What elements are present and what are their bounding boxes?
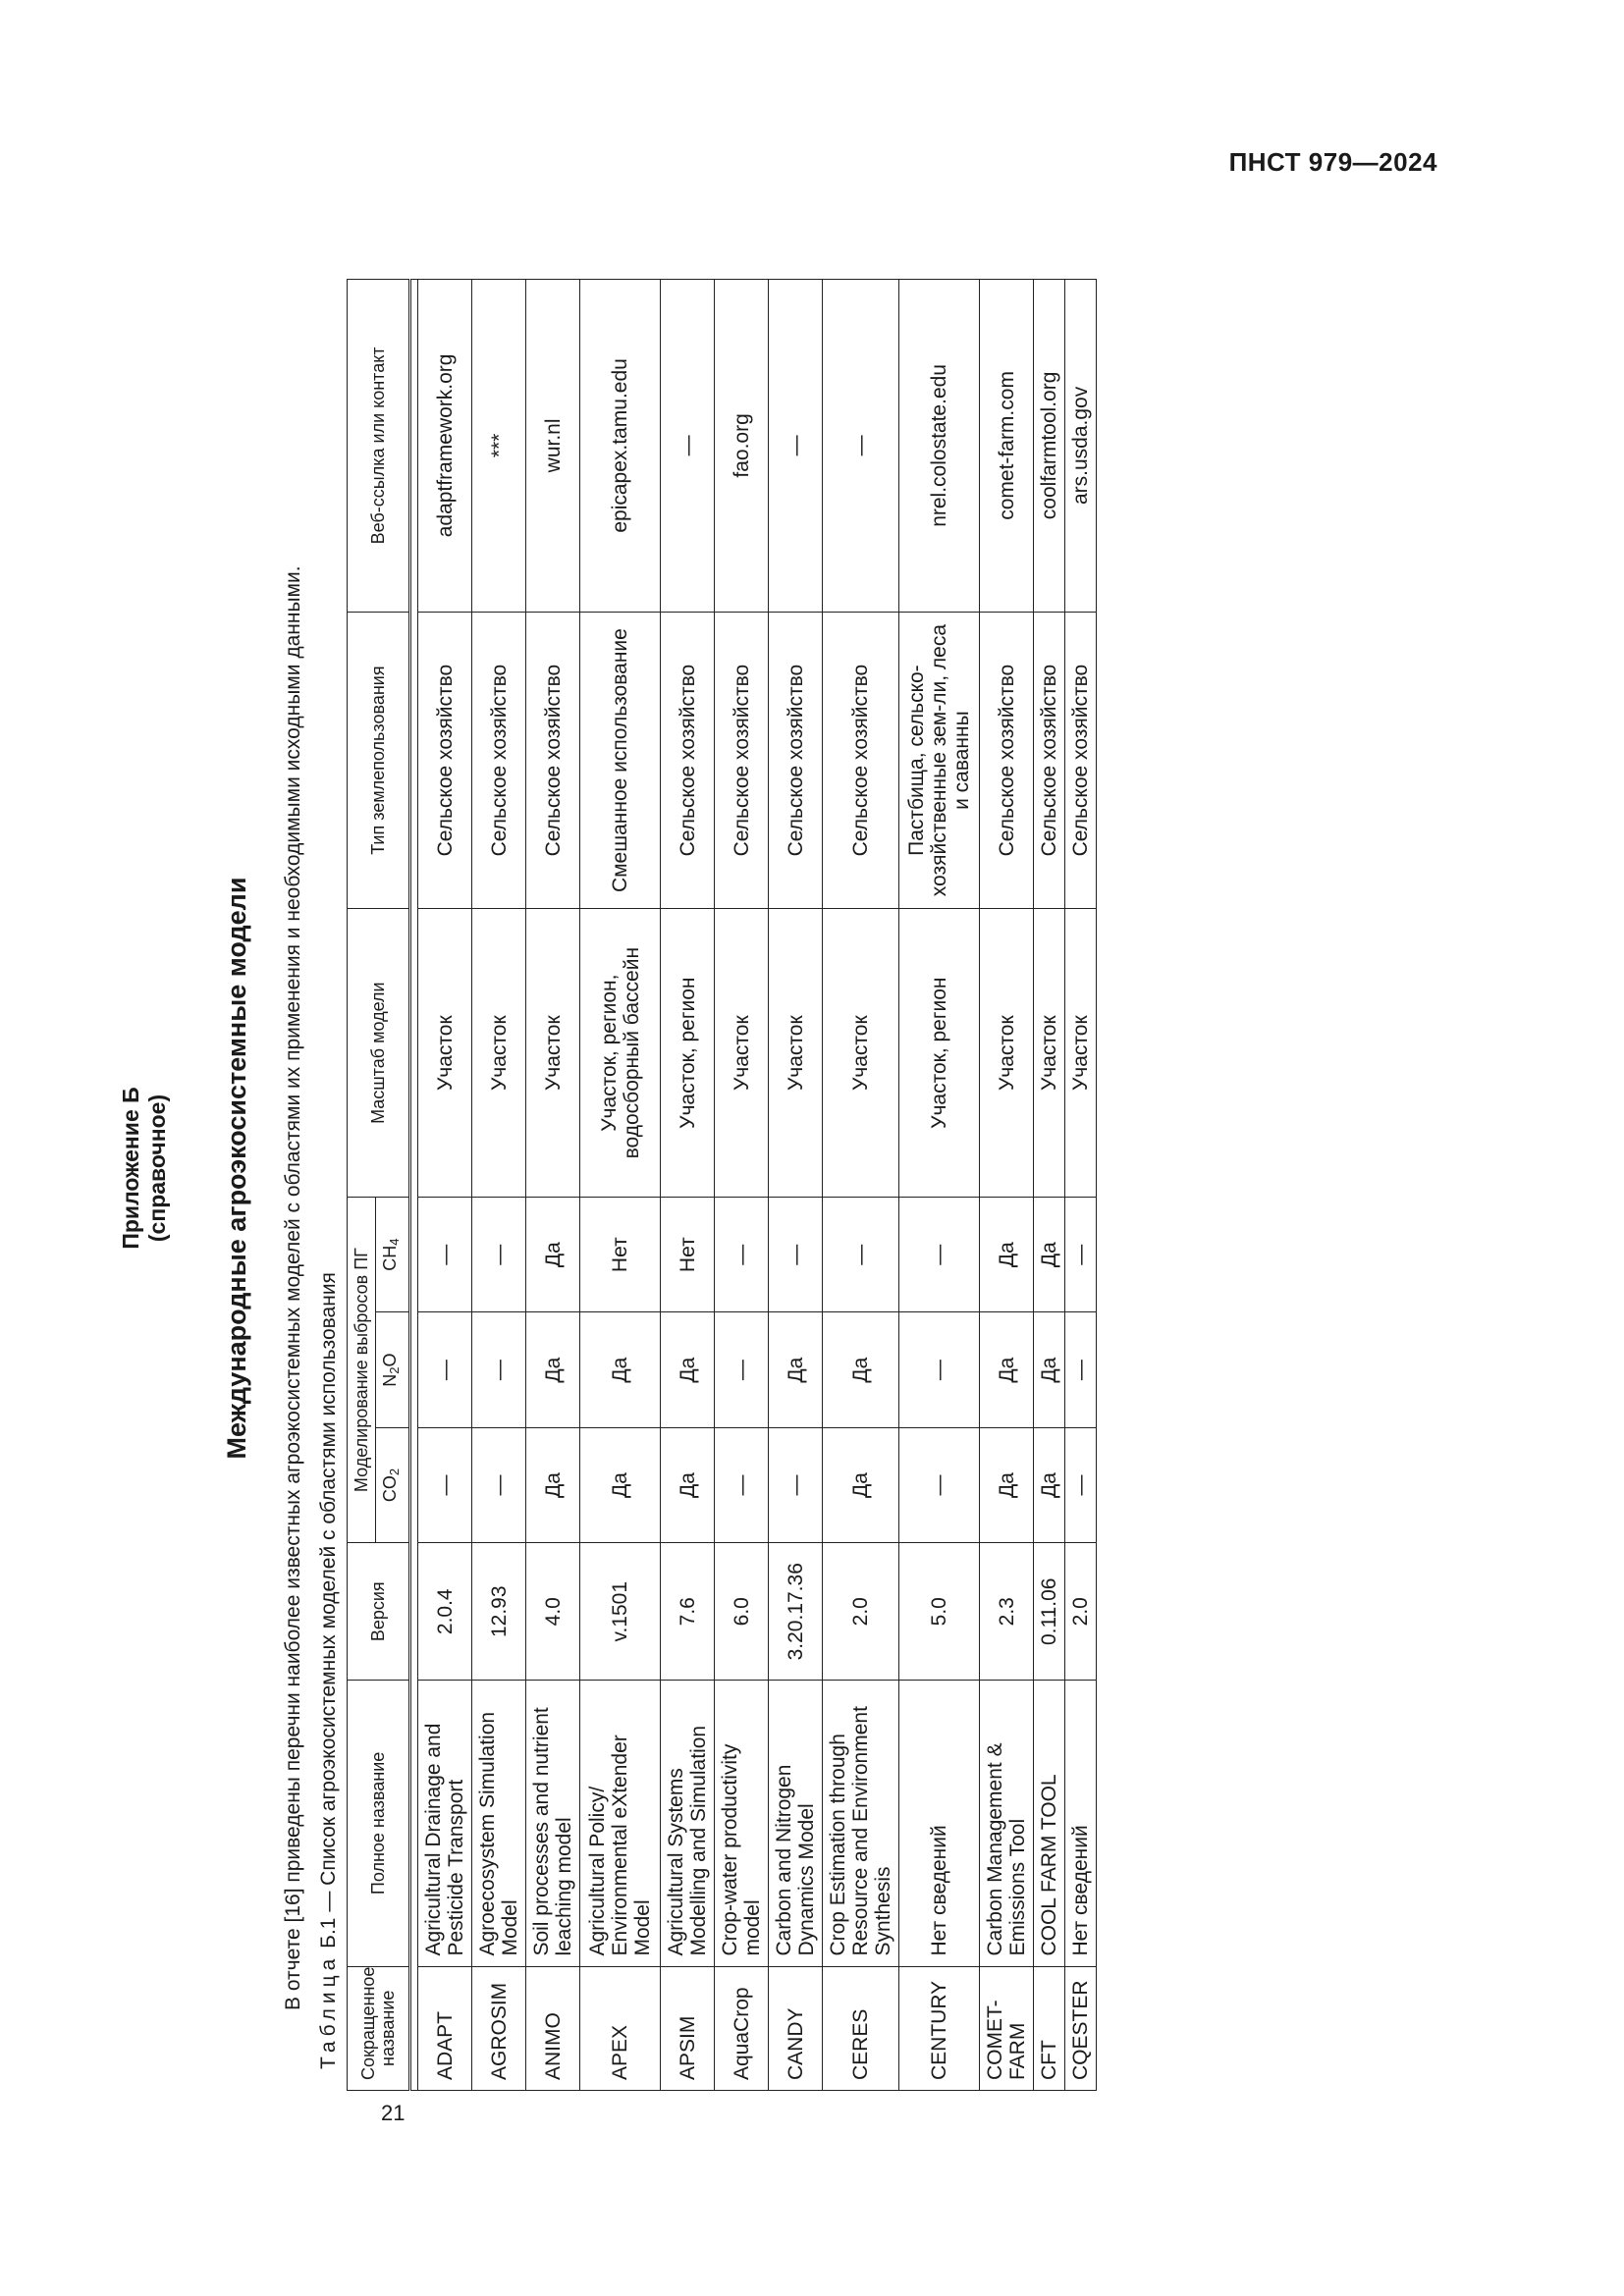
cell-full-name: Crop Estimation through Resource and Environment Synthesis xyxy=(823,1681,899,1966)
table-row xyxy=(661,280,715,2091)
cell-n2o: Да xyxy=(769,1312,823,1427)
annex-heading xyxy=(118,236,171,2101)
cell-scale: Участок xyxy=(715,909,769,1198)
cell-web: — xyxy=(769,280,823,613)
cell-scale: Участок, регион xyxy=(661,909,715,1198)
cell-full-name: COOL FARM TOOL xyxy=(1034,1681,1065,1966)
cell-scale: Участок xyxy=(526,909,580,1198)
cell-co2: — xyxy=(769,1427,823,1542)
cell-short-name: ANIMO xyxy=(526,1966,580,2090)
table-row xyxy=(769,280,823,2091)
cell-co2: Да xyxy=(526,1427,580,1542)
cell-ch4: — xyxy=(715,1197,769,1311)
header-co2: $CO_2$ xyxy=(376,1427,410,1542)
cell-short-name: AquaCrop xyxy=(715,1966,769,2090)
table-row xyxy=(526,280,580,2091)
table-row xyxy=(1065,280,1097,2091)
cell-version: 2.0 xyxy=(1065,1543,1097,1681)
cell-land-use: Сельское хозяйство xyxy=(715,612,769,909)
cell-version: 7.6 xyxy=(661,1543,715,1681)
page-number: 21 xyxy=(381,2101,406,2125)
cell-scale: Участок xyxy=(1034,909,1065,1198)
cell-short-name: APSIM xyxy=(661,1966,715,2090)
cell-full-name: Soil processes and nutrient leaching model xyxy=(526,1681,580,1966)
cell-ch4: Нет xyxy=(580,1197,661,1311)
cell-web: coolfarmtool.org xyxy=(1034,280,1065,613)
cell-version: 2.3 xyxy=(980,1543,1034,1681)
cell-co2: Да xyxy=(580,1427,661,1542)
cell-version: v.1501 xyxy=(580,1543,661,1681)
cell-ch4: — xyxy=(823,1197,899,1311)
cell-scale: Участок, регион xyxy=(899,909,980,1198)
cell-co2: Да xyxy=(823,1427,899,1542)
cell-web: comet-farm.com xyxy=(980,280,1034,613)
cell-web: — xyxy=(823,280,899,613)
cell-version: 3.20.17.36 xyxy=(769,1543,823,1681)
cell-land-use: Сельское хозяйство xyxy=(418,612,472,909)
cell-land-use: Смешанное использование xyxy=(580,612,661,909)
header-version: Версия xyxy=(348,1543,410,1681)
cell-n2o: Да xyxy=(823,1312,899,1427)
cell-full-name: Carbon Management & Emissions Tool xyxy=(980,1681,1034,1966)
cell-scale: Участок xyxy=(769,909,823,1198)
cell-co2: Да xyxy=(980,1427,1034,1542)
cell-n2o: — xyxy=(472,1312,526,1427)
cell-land-use: Сельское хозяйство xyxy=(1065,612,1097,909)
cell-web: nrel.colostate.edu xyxy=(899,280,980,613)
cell-n2o: Да xyxy=(980,1312,1034,1427)
cell-version: 0.11.06 xyxy=(1034,1543,1065,1681)
cell-ch4: — xyxy=(418,1197,472,1311)
section-title: Международные агроэкосистемные модели xyxy=(222,877,251,1460)
cell-web: *** xyxy=(472,280,526,613)
cell-web: fao.org xyxy=(715,280,769,613)
table-caption xyxy=(317,236,341,2101)
cell-n2o: Да xyxy=(1034,1312,1065,1427)
rotated-landscape-content xyxy=(118,236,1473,2101)
cell-land-use: Сельское хозяйство xyxy=(823,612,899,909)
cell-full-name: Crop-water productivity model xyxy=(715,1681,769,1966)
cell-full-name: Нет сведений xyxy=(899,1681,980,1966)
cell-scale: Участок xyxy=(823,909,899,1198)
header-ch4: $CH_4$ xyxy=(376,1197,410,1311)
cell-short-name: CQESTER xyxy=(1065,1966,1097,2090)
cell-n2o: — xyxy=(899,1312,980,1427)
header-land-use: Тип землепользования xyxy=(348,612,410,909)
cell-short-name: CERES xyxy=(823,1966,899,2090)
table-body xyxy=(410,280,1097,2091)
cell-scale: Участок xyxy=(1065,909,1097,1198)
table-row xyxy=(823,280,899,2091)
cell-short-name: CANDY xyxy=(769,1966,823,2090)
cell-version: 4.0 xyxy=(526,1543,580,1681)
header-ghg: Моделирование выбросов ПГ xyxy=(348,1197,376,1542)
header-web: Веб-ссылка или контакт xyxy=(348,280,410,613)
cell-scale: Участок xyxy=(418,909,472,1198)
cell-ch4: — xyxy=(1065,1197,1097,1311)
table-row xyxy=(580,280,661,2091)
cell-co2: — xyxy=(472,1427,526,1542)
table-row xyxy=(418,280,472,2091)
table-header-row xyxy=(348,280,376,2091)
cell-n2o: — xyxy=(1065,1312,1097,1427)
cell-land-use: Сельское хозяйство xyxy=(526,612,580,909)
cell-full-name: Agricultural Systems Modelling and Simulation xyxy=(661,1681,715,1966)
table-caption-text: Б.1 — Список агроэкосистемных моделей с областями использования xyxy=(317,1272,340,1949)
cell-co2: Да xyxy=(1034,1427,1065,1542)
cell-full-name: Agricultural Drainage and Pesticide Transport xyxy=(418,1681,472,1966)
cell-full-name: Нет сведений xyxy=(1065,1681,1097,1966)
cell-web: wur.nl xyxy=(526,280,580,613)
cell-short-name: APEX xyxy=(580,1966,661,2090)
cell-version: 2.0 xyxy=(823,1543,899,1681)
document-code: ПНСТ 979—2024 xyxy=(1228,147,1437,177)
cell-version: 5.0 xyxy=(899,1543,980,1681)
cell-n2o: — xyxy=(715,1312,769,1427)
cell-n2o: Да xyxy=(661,1312,715,1427)
cell-n2o: — xyxy=(418,1312,472,1427)
cell-ch4: — xyxy=(472,1197,526,1311)
cell-scale: Участок xyxy=(980,909,1034,1198)
cell-n2o: Да xyxy=(526,1312,580,1427)
cell-ch4: — xyxy=(769,1197,823,1311)
cell-co2: — xyxy=(715,1427,769,1542)
cell-version: 6.0 xyxy=(715,1543,769,1681)
cell-land-use: Сельское хозяйство xyxy=(661,612,715,909)
header-short-name: Сокращенное название xyxy=(348,1966,410,2090)
table-row xyxy=(899,280,980,2091)
cell-ch4: Да xyxy=(1034,1197,1065,1311)
table-row xyxy=(980,280,1034,2091)
cell-web: adaptframework.org xyxy=(418,280,472,613)
cell-ch4: — xyxy=(899,1197,980,1311)
annex-title: Приложение Б xyxy=(118,1087,143,1250)
cell-short-name: CENTURY xyxy=(899,1966,980,2090)
cell-scale: Участок xyxy=(472,909,526,1198)
cell-web: ars.usda.gov xyxy=(1065,280,1097,613)
cell-co2: — xyxy=(1065,1427,1097,1542)
cell-short-name: ADAPT xyxy=(418,1966,472,2090)
cell-ch4: Нет xyxy=(661,1197,715,1311)
cell-land-use: Сельское хозяйство xyxy=(769,612,823,909)
table-row xyxy=(472,280,526,2091)
cell-co2: — xyxy=(899,1427,980,1542)
cell-full-name: Agricultural Policy/ Environmental eXtender Model xyxy=(580,1681,661,1966)
cell-land-use: Сельское хозяйство xyxy=(472,612,526,909)
table-row xyxy=(1034,280,1065,2091)
cell-short-name: AGROSIM xyxy=(472,1966,526,2090)
cell-co2: Да xyxy=(661,1427,715,1542)
cell-land-use: Сельское хозяйство xyxy=(980,612,1034,909)
cell-full-name: Agroecosystem Simulation Model xyxy=(472,1681,526,1966)
table-row xyxy=(715,280,769,2091)
intro-paragraph: В отчете [16] приведены перечни наиболее известных агроэкосистемных моделей с областями их применения и необходимыми исходными данными. xyxy=(282,565,304,2010)
cell-ch4: Да xyxy=(980,1197,1034,1311)
cell-n2o: Да xyxy=(580,1312,661,1427)
cell-ch4: Да xyxy=(526,1197,580,1311)
cell-land-use: Пастбища, сельско-хозяйственные зем-ли, леса и саванны xyxy=(899,612,980,909)
annex-subtitle: (справочное) xyxy=(144,1094,170,1243)
table-caption-prefix: Таблица xyxy=(317,1953,340,2069)
cell-short-name: CFT xyxy=(1034,1966,1065,2090)
header-n2o: $N_2O$ xyxy=(376,1312,410,1427)
cell-co2: — xyxy=(418,1427,472,1542)
cell-version: 2.0.4 xyxy=(418,1543,472,1681)
header-scale: Масштаб модели xyxy=(348,909,410,1198)
cell-full-name: Carbon and Nitrogen Dynamics Model xyxy=(769,1681,823,1966)
cell-version: 12.93 xyxy=(472,1543,526,1681)
cell-web: — xyxy=(661,280,715,613)
cell-scale: Участок, регион, водосборный бассейн xyxy=(580,909,661,1198)
header-full-name: Полное название xyxy=(348,1681,410,1966)
cell-land-use: Сельское хозяйство xyxy=(1034,612,1065,909)
cell-short-name: COMET-FARM xyxy=(980,1966,1034,2090)
models-table xyxy=(347,279,1097,2091)
cell-web: epicapex.tamu.edu xyxy=(580,280,661,613)
